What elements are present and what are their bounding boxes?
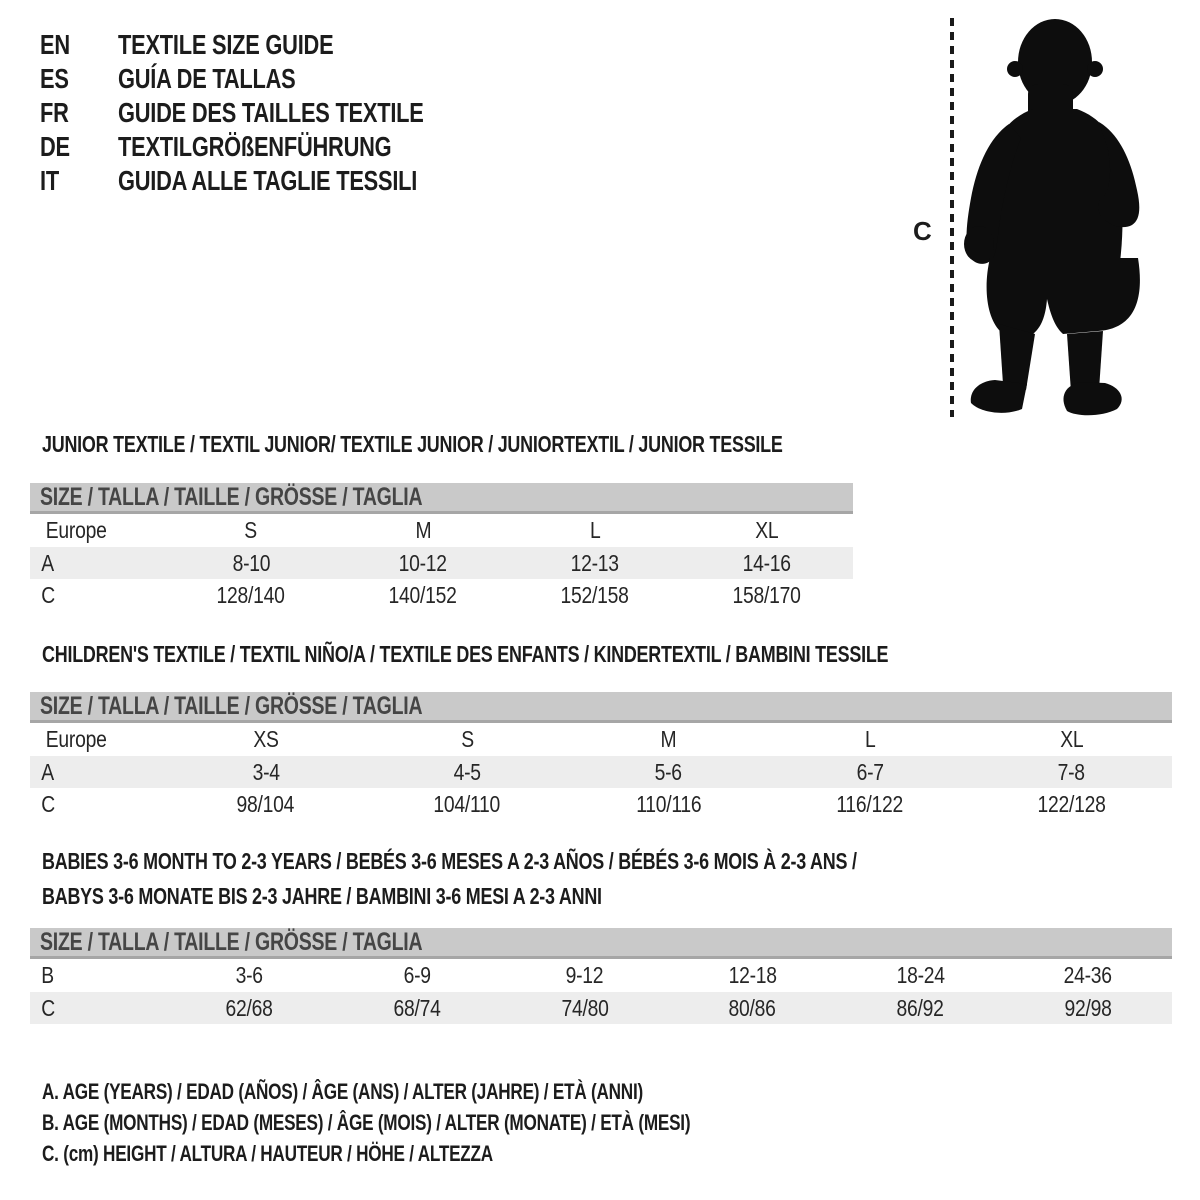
children-size-header-band: SIZE / TALLA / TAILLE / GRÖSSE / TAGLIA (30, 692, 1172, 723)
table-cell: 9-12 (565, 962, 604, 988)
table-cell: 92/98 (1064, 994, 1112, 1021)
table-cell: 86/92 (896, 994, 944, 1021)
table-cell: 24-36 (1063, 962, 1113, 988)
table-cell: 18-24 (896, 962, 945, 988)
table-cell: 122/128 (1037, 790, 1106, 817)
table-cell: L (589, 517, 601, 543)
language-code: ES (40, 63, 69, 94)
table-cell: 12-18 (728, 962, 777, 988)
table-cell: B (41, 962, 54, 988)
table-cell: 104/110 (433, 790, 501, 817)
height-label-c: C (913, 216, 932, 246)
table-cell: 12-13 (570, 549, 620, 576)
note-line: B. AGE (MONTHS) / EDAD (MESES) / ÂGE (MOIS) / ALTER (MONATE) / ETÀ (MESI) (42, 1109, 691, 1135)
table-row (30, 788, 1172, 820)
language-row (40, 62, 510, 96)
note-line: C. (cm) HEIGHT / ALTURA / HAUTEUR / HÖHE / ALTEZZA (42, 1140, 493, 1166)
table-cell: 80/86 (728, 994, 776, 1021)
junior-size-table (30, 514, 853, 611)
table-row (30, 579, 853, 611)
babies-size-table (30, 959, 1172, 1024)
children-size-table (30, 723, 1172, 820)
table-cell: 116/122 (836, 790, 904, 817)
table-cell: A (41, 758, 54, 785)
language-code: IT (40, 165, 59, 196)
language-code: FR (40, 97, 69, 128)
height-figure (905, 14, 1175, 426)
language-title: TEXTILE SIZE GUIDE (118, 29, 334, 60)
table-row (30, 547, 853, 579)
language-row (40, 96, 510, 130)
table-cell: XL (1059, 726, 1083, 752)
language-row (40, 130, 510, 164)
table-cell: 5-6 (654, 758, 683, 785)
table-cell: 110/116 (635, 790, 702, 817)
table-cell: 14-16 (742, 549, 792, 576)
language-title: GUIDE DES TAILLES TEXTILE (118, 97, 424, 128)
table-row (30, 514, 853, 547)
junior-size-header-band: SIZE / TALLA / TAILLE / GRÖSSE / TAGLIA (30, 483, 853, 514)
language-row (40, 164, 510, 198)
table-cell: 68/74 (393, 994, 441, 1021)
table-cell: 3-4 (252, 758, 280, 785)
babies-size-header-band: SIZE / TALLA / TAILLE / GRÖSSE / TAGLIA (30, 928, 1172, 959)
language-title: TEXTILGRÖßENFÜHRUNG (118, 131, 392, 162)
table-cell: 62/68 (225, 994, 273, 1021)
table-cell: 128/140 (216, 581, 286, 608)
language-title: GUÍA DE TALLAS (118, 63, 296, 94)
table-cell: A (41, 549, 54, 576)
table-cell: S (460, 726, 474, 752)
table-cell: 158/170 (732, 581, 802, 608)
language-row (40, 28, 510, 62)
language-header (40, 28, 510, 198)
table-cell: 4-5 (453, 758, 481, 785)
children-section-title: CHILDREN'S TEXTILE / TEXTIL NIÑO/A / TEXTILE DES ENFANTS / KINDERTEXTIL / BAMBINI TESSILE (42, 641, 889, 667)
language-code: EN (40, 29, 70, 60)
table-cell: M (415, 517, 431, 543)
table-cell: M (660, 726, 677, 752)
toddler-silhouette-icon (905, 14, 1175, 426)
table-cell: C (41, 581, 56, 608)
table-cell: XS (253, 726, 279, 752)
table-cell: 152/158 (560, 581, 630, 608)
table-cell: Europe (45, 517, 107, 543)
table-row (30, 959, 1172, 992)
legend-notes (42, 1076, 873, 1169)
table-cell: L (864, 726, 876, 752)
babies-section-title: BABIES 3-6 MONTH TO 2-3 YEARS / BEBÉS 3-6 MESES A 2-3 AÑOS / BÉBÉS 3-6 MOIS À 2-3 ANS / BABYS 3-6 MONATE BIS 2-3 JAHRE / BAMBINI 3-6 MESI A 2-3 ANNI (42, 848, 857, 909)
junior-section-title: JUNIOR TEXTILE / TEXTIL JUNIOR/ TEXTILE JUNIOR / JUNIORTEXTIL / JUNIOR TESSILE (42, 431, 783, 457)
table-row (30, 723, 1172, 756)
table-row (30, 992, 1172, 1024)
table-cell: 6-7 (856, 758, 884, 785)
table-cell: C (41, 994, 56, 1021)
table-cell: XL (755, 517, 779, 543)
note-line: A. AGE (YEARS) / EDAD (AÑOS) / ÂGE (ANS) / ALTER (JAHRE) / ETÀ (ANNI) (42, 1078, 643, 1104)
table-cell: 8-10 (232, 549, 270, 576)
table-cell: 6-9 (403, 962, 431, 988)
table-cell: 10-12 (398, 549, 448, 576)
table-cell: 7-8 (1057, 758, 1085, 785)
table-cell: 3-6 (235, 962, 263, 988)
table-cell: 98/104 (236, 790, 295, 817)
language-code: DE (40, 131, 70, 162)
table-cell: Europe (45, 726, 107, 752)
table-cell: 74/80 (561, 994, 609, 1021)
table-cell: S (244, 517, 258, 543)
table-row (30, 756, 1172, 788)
table-cell: 140/152 (388, 581, 458, 608)
table-cell: C (41, 790, 56, 817)
language-title: GUIDA ALLE TAGLIE TESSILI (118, 165, 418, 196)
